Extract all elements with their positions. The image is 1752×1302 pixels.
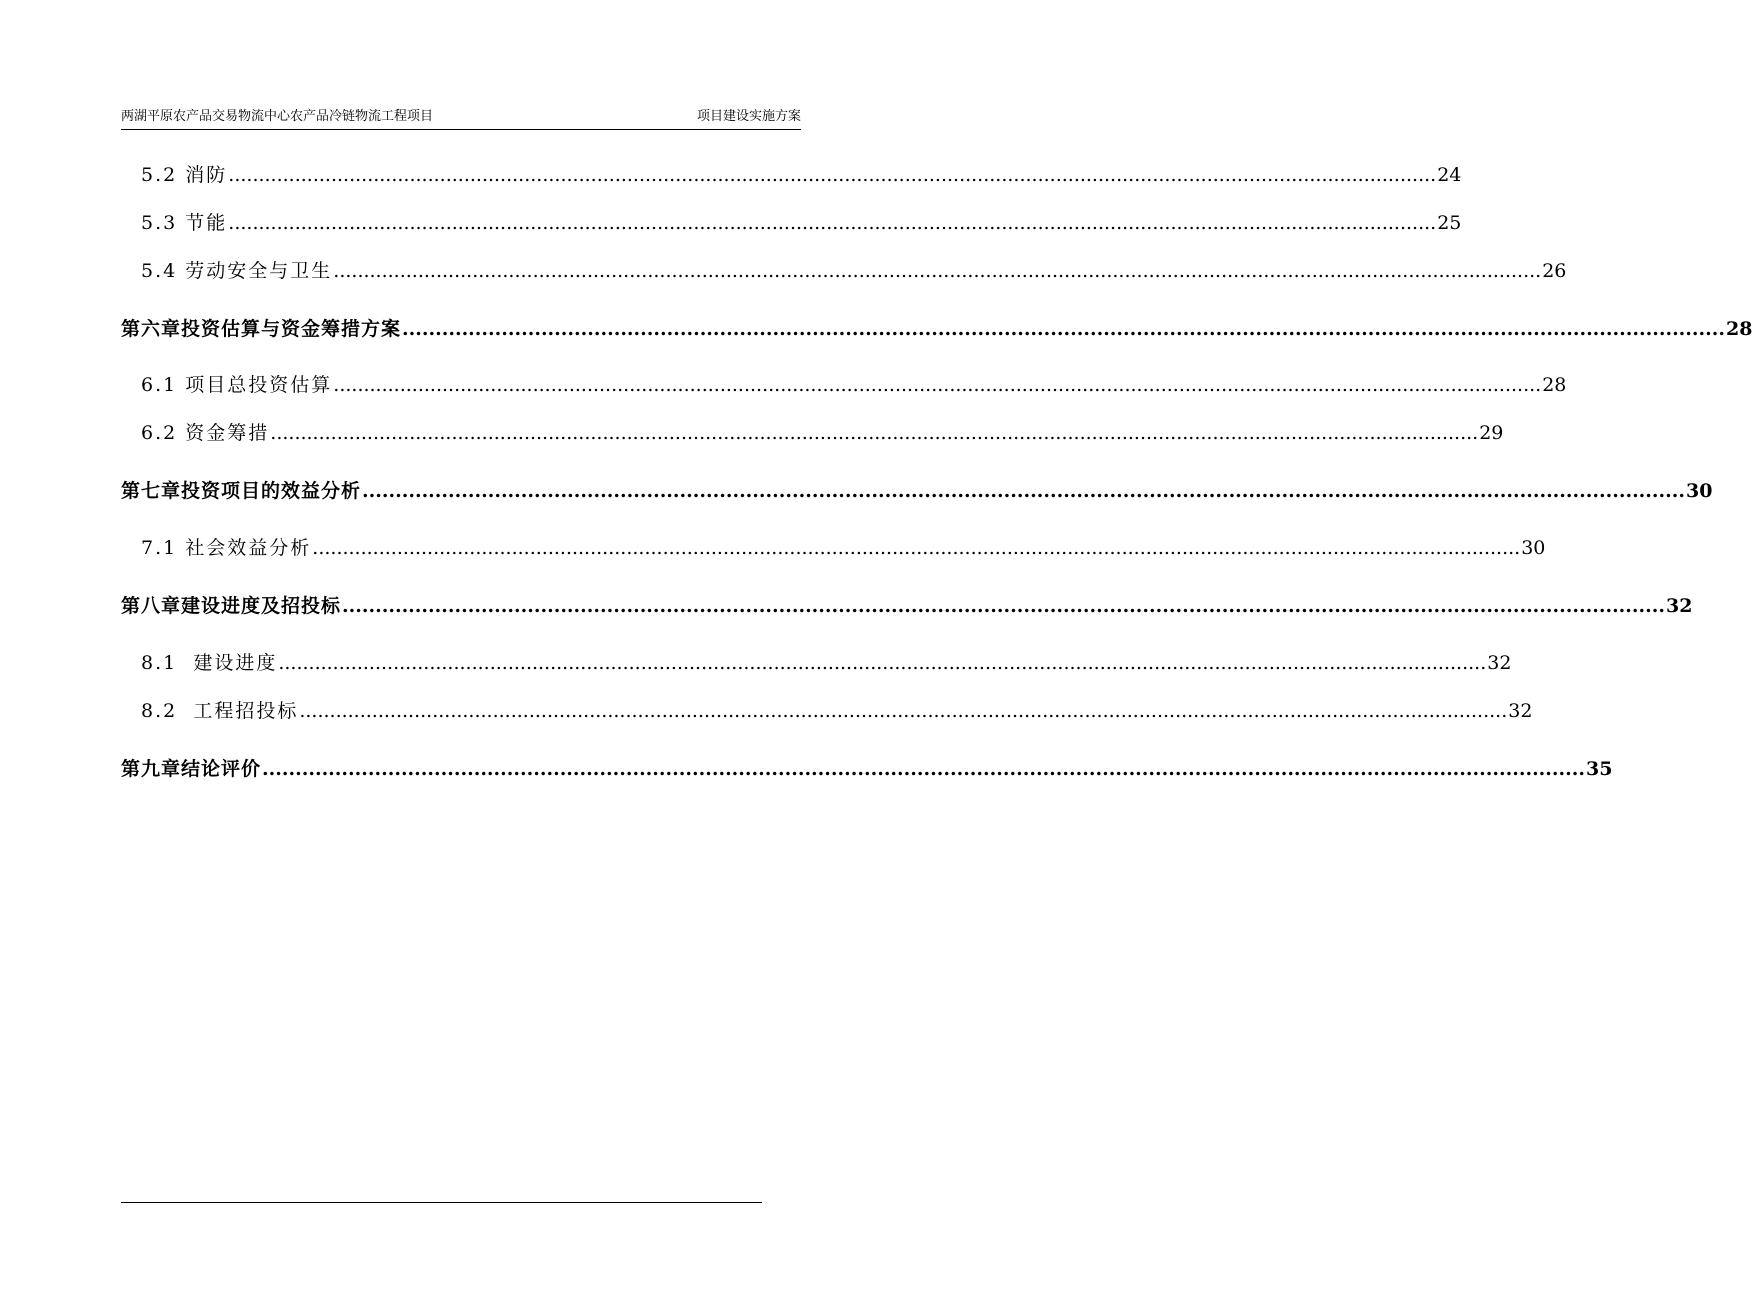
toc-number: 6.2 — [141, 422, 178, 444]
toc-entry-5-4[interactable] — [121, 256, 1567, 286]
toc-page-number: 29 — [1479, 422, 1504, 444]
toc-page-number: 28 — [1725, 318, 1752, 340]
toc-chapter-title: 建设进度及招投标 — [181, 595, 342, 617]
toc-page-number: 30 — [1521, 537, 1546, 559]
toc-title: 社会效益分析 — [185, 537, 312, 559]
toc-chapter-number: 第八章 — [121, 595, 182, 617]
toc-title: 项目总投资估算 — [185, 374, 333, 396]
toc-title: 节能 — [185, 212, 228, 234]
toc-title: 工程招投标 — [193, 700, 299, 722]
toc-leader-dots: ........................................................................................................................................................................................................ — [228, 164, 1437, 186]
toc-number: 7.1 — [141, 537, 178, 559]
toc-number: 8.1 — [141, 652, 178, 674]
toc-leader-dots: ........................................................................................................................................................................................................ — [362, 480, 1685, 502]
toc-leader-dots: ........................................................................................................................................................................................................ — [342, 595, 1665, 617]
toc-leader-dots: ........................................................................................................................................................................................................ — [333, 374, 1542, 396]
toc-entry-6-2[interactable] — [121, 418, 1504, 448]
toc-chapter-7[interactable] — [121, 476, 1713, 506]
toc-number: 8.2 — [141, 700, 178, 722]
toc-leader-dots: ........................................................................................................................................................................................................ — [402, 318, 1725, 340]
toc-entry-8-2[interactable] — [121, 696, 1533, 726]
toc-chapter-title: 投资估算与资金筹措方案 — [181, 318, 402, 340]
toc-page-number: 32 — [1508, 700, 1533, 722]
toc-leader-dots: ........................................................................................................................................................................................................ — [299, 700, 1508, 722]
toc-entry-5-2[interactable] — [121, 160, 1462, 190]
toc-leader-dots: ........................................................................................................................................................................................................ — [312, 537, 1521, 559]
toc-chapter-9[interactable] — [121, 754, 1613, 784]
toc-chapter-8[interactable] — [121, 591, 1693, 621]
toc-chapter-title: 投资项目的效益分析 — [181, 480, 362, 502]
toc-number: 5.3 — [141, 212, 178, 234]
header-project-title: 两湖平原农产品交易物流中心农产品冷链物流工程项目 — [121, 109, 434, 124]
toc-leader-dots: ........................................................................................................................................................................................................ — [278, 652, 1487, 674]
header-document-type: 项目建设实施方案 — [696, 109, 801, 124]
toc-entry-7-1[interactable] — [121, 533, 1546, 563]
toc-page-number: 30 — [1685, 480, 1713, 502]
toc-page-number: 26 — [1542, 260, 1567, 282]
toc-entry-5-3[interactable] — [121, 208, 1462, 238]
toc-number: 6.1 — [141, 374, 178, 396]
toc-chapter-6[interactable] — [121, 314, 1752, 344]
toc-number: 5.2 — [141, 164, 178, 186]
toc-leader-dots: ........................................................................................................................................................................................................ — [262, 758, 1585, 780]
toc-chapter-title: 结论评价 — [181, 758, 262, 780]
toc-title: 消防 — [185, 164, 228, 186]
toc-page-number: 35 — [1585, 758, 1613, 780]
toc-title: 建设进度 — [193, 652, 278, 674]
toc-page-number: 24 — [1437, 164, 1462, 186]
toc-page-number: 28 — [1542, 374, 1567, 396]
toc-entry-8-1[interactable] — [121, 648, 1512, 678]
toc-chapter-number: 第七章 — [121, 480, 182, 502]
toc-page-number: 32 — [1665, 595, 1693, 617]
toc-number: 5.4 — [141, 260, 178, 282]
toc-leader-dots: ........................................................................................................................................................................................................ — [333, 260, 1542, 282]
toc-page-number: 32 — [1487, 652, 1512, 674]
footer-rule — [121, 1202, 762, 1203]
toc-leader-dots: ........................................................................................................................................................................................................ — [228, 212, 1437, 234]
toc-chapter-number: 第九章 — [121, 758, 182, 780]
toc-entry-6-1[interactable] — [121, 370, 1567, 400]
toc-leader-dots: ........................................................................................................................................................................................................ — [270, 422, 1479, 444]
toc-page-number: 25 — [1437, 212, 1462, 234]
toc-title: 资金筹措 — [185, 422, 270, 444]
toc-chapter-number: 第六章 — [121, 318, 182, 340]
toc-title: 劳动安全与卫生 — [185, 260, 333, 282]
page-header — [121, 105, 801, 130]
